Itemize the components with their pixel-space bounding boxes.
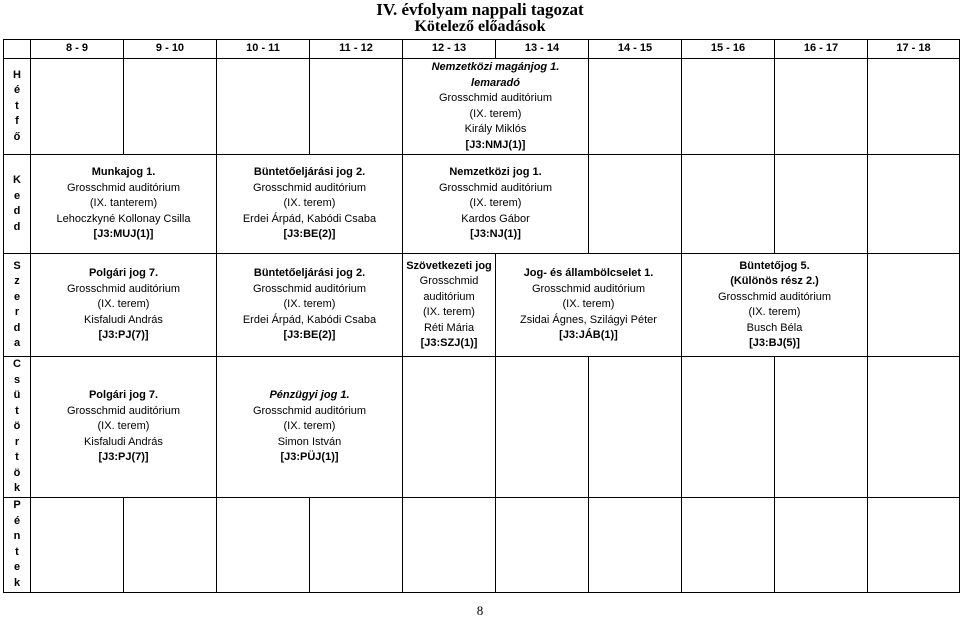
hour-header-row [4, 40, 960, 59]
empty-slot [496, 357, 589, 498]
course-room-number: (IX. terem) [97, 298, 150, 311]
day-row-csutortok [4, 357, 960, 498]
course-cell [31, 357, 217, 498]
empty-slot [868, 497, 960, 592]
course-code: [J3:JÁB(1)] [559, 329, 618, 342]
course-title: Munkajog 1. [91, 166, 156, 179]
course-title: Nemzetközi magánjog 1. [431, 61, 560, 73]
empty-slot [589, 59, 682, 155]
course-code: [J3:NMJ(1)] [465, 138, 526, 151]
empty-slot [775, 357, 868, 498]
course-room: Grosschmid auditórium [252, 181, 367, 194]
empty-slot [124, 59, 217, 155]
course-cell [496, 254, 682, 357]
course-room: Grosschmid auditórium [66, 181, 181, 194]
course-room: Grosschmid auditórium [252, 282, 367, 295]
course-code: [J3:NJ(1)] [470, 228, 521, 241]
hour-header: 8 - 9 [31, 40, 124, 59]
course-title: Pénzügyi jog 1. [269, 389, 350, 401]
course-cell [31, 155, 217, 254]
empty-slot [124, 497, 217, 592]
empty-slot [682, 357, 775, 498]
day-row-kedd [4, 155, 960, 254]
course-teacher: Réti Mária [423, 321, 475, 334]
course-code: [J3:PÜJ(1)] [280, 451, 339, 463]
empty-slot [217, 497, 310, 592]
course-teacher: Lehoczkyné Kollonay Csilla [56, 212, 191, 225]
course-room: Grosschmid auditórium [66, 404, 181, 417]
empty-slot [403, 497, 496, 592]
empty-slot [775, 497, 868, 592]
day-row-szerda [4, 254, 960, 357]
course-teacher: Király Miklós [464, 123, 527, 135]
empty-slot [682, 59, 775, 155]
course-title: Büntetőjog 5. [739, 259, 810, 272]
course-room-number: (IX. terem) [283, 197, 336, 210]
course-teacher: Erdei Árpád, Kabódi Csaba [242, 212, 377, 225]
course-code: [J3:SZJ(1)] [420, 337, 478, 349]
hour-header: 14 - 15 [589, 40, 682, 59]
empty-slot [310, 497, 403, 592]
course-teacher: Erdei Árpád, Kabódi Csaba [242, 313, 377, 326]
course-title: Polgári jog 7. [88, 389, 159, 401]
course-room-number: (IX. tanterem) [89, 197, 158, 210]
course-title: Jog- és állambölcselet 1. [523, 267, 654, 280]
day-label-kedd: K e d d [4, 155, 31, 254]
hour-header: 16 - 17 [775, 40, 868, 59]
course-teacher: Simon István [277, 435, 342, 448]
day-label-csutortok: C s ü t ö r t ö k [4, 357, 31, 498]
page-number: 8 [476, 603, 484, 618]
course-teacher: Kisfaludi András [84, 313, 163, 326]
empty-slot [868, 155, 960, 254]
course-room: Grosschmid auditórium [531, 282, 646, 295]
course-room-number: (IX. terem) [283, 298, 336, 311]
empty-slot [496, 497, 589, 592]
course-room: Grosschmid auditórium [66, 282, 181, 295]
course-room-number: (IX. terem) [97, 420, 150, 432]
course-cell [403, 59, 589, 155]
empty-slot [589, 357, 682, 498]
empty-slot [868, 357, 960, 498]
course-room-number: (IX. terem) [283, 420, 336, 432]
empty-slot [868, 59, 960, 155]
empty-slot [310, 59, 403, 155]
empty-slot [589, 497, 682, 592]
hour-header: 9 - 10 [124, 40, 217, 59]
empty-slot [868, 254, 960, 357]
empty-slot [682, 497, 775, 592]
course-room: Grosschmid auditórium [438, 181, 553, 194]
hour-header: 10 - 11 [217, 40, 310, 59]
hour-header: 13 - 14 [496, 40, 589, 59]
timetable [3, 39, 960, 593]
course-room-number: (IX. terem) [469, 107, 522, 120]
hour-header: 17 - 18 [868, 40, 960, 59]
course-room-number: (IX. terem) [562, 298, 615, 311]
day-label-szerda: S z e r d a [4, 254, 31, 357]
course-code: [J3:PJ(7)] [98, 451, 149, 463]
day-label-pentek: P é n t e k [4, 497, 31, 592]
hour-header: 11 - 12 [310, 40, 403, 59]
course-teacher: Kardos Gábor [461, 212, 530, 225]
course-cell [403, 155, 589, 254]
course-room: Grosschmid [419, 275, 479, 287]
course-room-number: (IX. terem) [748, 306, 801, 318]
course-cell [31, 254, 217, 357]
course-cell [217, 357, 403, 498]
course-teacher: Zsidai Ágnes, Szilágyi Péter [520, 313, 657, 326]
day-label-hetfo: H é t f ő [4, 59, 31, 155]
course-title: Nemzetközi jog 1. [449, 166, 542, 179]
course-teacher: Busch Béla [746, 321, 803, 334]
empty-slot [589, 155, 682, 254]
course-room-number: (IX. terem) [469, 197, 522, 210]
course-title: Büntetőeljárási jog 2. [253, 267, 366, 280]
course-cell [682, 254, 868, 357]
day-row-hetfo [4, 59, 960, 155]
course-room: auditórium [423, 290, 475, 303]
hour-header: 15 - 16 [682, 40, 775, 59]
course-cell [217, 254, 403, 357]
empty-slot [31, 497, 124, 592]
empty-slot [403, 357, 496, 498]
course-code: [J3:PJ(7)] [98, 329, 149, 342]
page-subtitle: Kötelező előadások [414, 18, 546, 35]
hour-header: 12 - 13 [403, 40, 496, 59]
course-code: [J3:BE(2)] [283, 228, 336, 241]
course-cell [403, 254, 496, 357]
empty-slot [217, 59, 310, 155]
empty-slot [682, 155, 775, 254]
course-code: [J3:BJ(5)] [749, 337, 800, 349]
empty-slot [775, 59, 868, 155]
page-title: IV. évfolyam nappali tagozat [376, 0, 584, 19]
course-note: lemaradó [471, 76, 520, 89]
course-title: Szövetkezeti jog [406, 259, 492, 272]
course-title: Polgári jog 7. [88, 267, 159, 280]
course-room-number: (IX. terem) [423, 306, 475, 318]
course-code: [J3:MUJ(1)] [93, 228, 154, 241]
course-title: Büntetőeljárási jog 2. [253, 166, 366, 179]
course-room: Grosschmid auditórium [717, 290, 832, 303]
course-code: [J3:BE(2)] [283, 329, 336, 342]
course-room: Grosschmid auditórium [252, 404, 367, 417]
course-room: Grosschmid auditórium [438, 92, 553, 104]
day-row-pentek [4, 497, 960, 592]
course-cell [217, 155, 403, 254]
course-teacher: Kisfaludi András [84, 435, 163, 448]
corner-cell [4, 40, 31, 59]
empty-slot [775, 155, 868, 254]
empty-slot [31, 59, 124, 155]
course-subtitle: (Különös rész 2.) [730, 275, 819, 287]
